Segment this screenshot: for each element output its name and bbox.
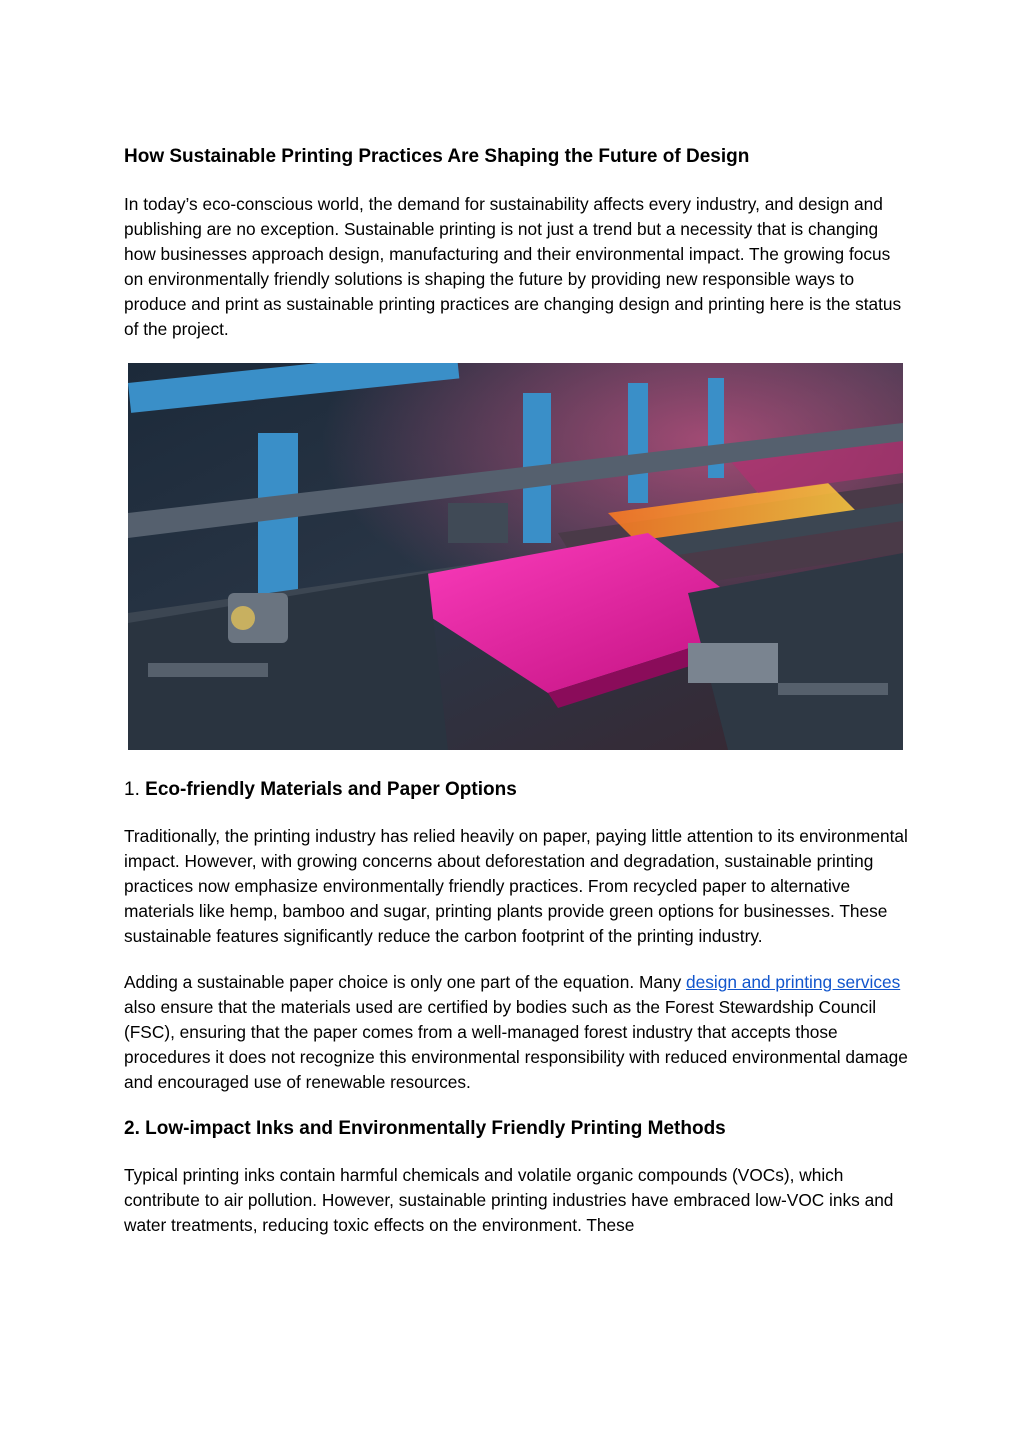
section2-heading: 2. Low-impact Inks and Environmentally Friendly Printing Methods	[124, 1118, 726, 1139]
section1-paragraph-2-rest: also ensure that the materials used are certified by bodies such as the Forest Stewardship Council (FSC), ensuring that the paper comes from a well-managed forest industry that accepts those procedures it does not recognize this environmental responsibility with reduced environmental damage and encouraged use of renewable resources.	[124, 997, 908, 1092]
section1-paragraph-2-lead: Adding a sustainable paper choice is only one part of the equation. Many	[124, 972, 687, 992]
section1-heading-text: Eco-friendly Materials and Paper Options	[145, 779, 517, 800]
design-printing-services-link[interactable]: design and printing services	[686, 972, 901, 992]
section1-heading	[124, 777, 914, 803]
intro-paragraph: In today’s eco-conscious world, the demand for sustainability affects every industry, and design and publishing are no exception. Sustainable printing is not just a trend but a necessity that is changing how businesses approach design, manufacturing and their environmental impact. The growing focus on environmentally friendly solutions is shaping the future by providing new responsible ways to produce and print as sustainable printing practices are changing design and printing here is the status of the project.	[124, 194, 902, 339]
article-body	[124, 144, 914, 1259]
section1-paragraph-1: Traditionally, the printing industry has relied heavily on paper, paying little attention to its environmental impact. However, with growing concerns about deforestation and degradation, sustainable printing practices now emphasize environmentally friendly practices. From recycled paper to alternative materials like hemp, bamboo and sugar, printing plants provide green options for businesses. These sustainable features significantly reduce the carbon footprint of the printing industry.	[124, 826, 908, 946]
section2-paragraph-1: Typical printing inks contain harmful chemicals and volatile organic compounds (VOCs), which contribute to air pollution. However, sustainable printing industries have embraced low-VOC inks and water treatments, reducing toxic effects on the environment. These	[124, 1165, 894, 1235]
section1-paragraph-2	[124, 970, 914, 1095]
printing-press-image	[128, 363, 903, 750]
article-title: How Sustainable Printing Practices Are Shaping the Future of Design	[124, 146, 750, 167]
section1-number: 1.	[124, 779, 140, 800]
